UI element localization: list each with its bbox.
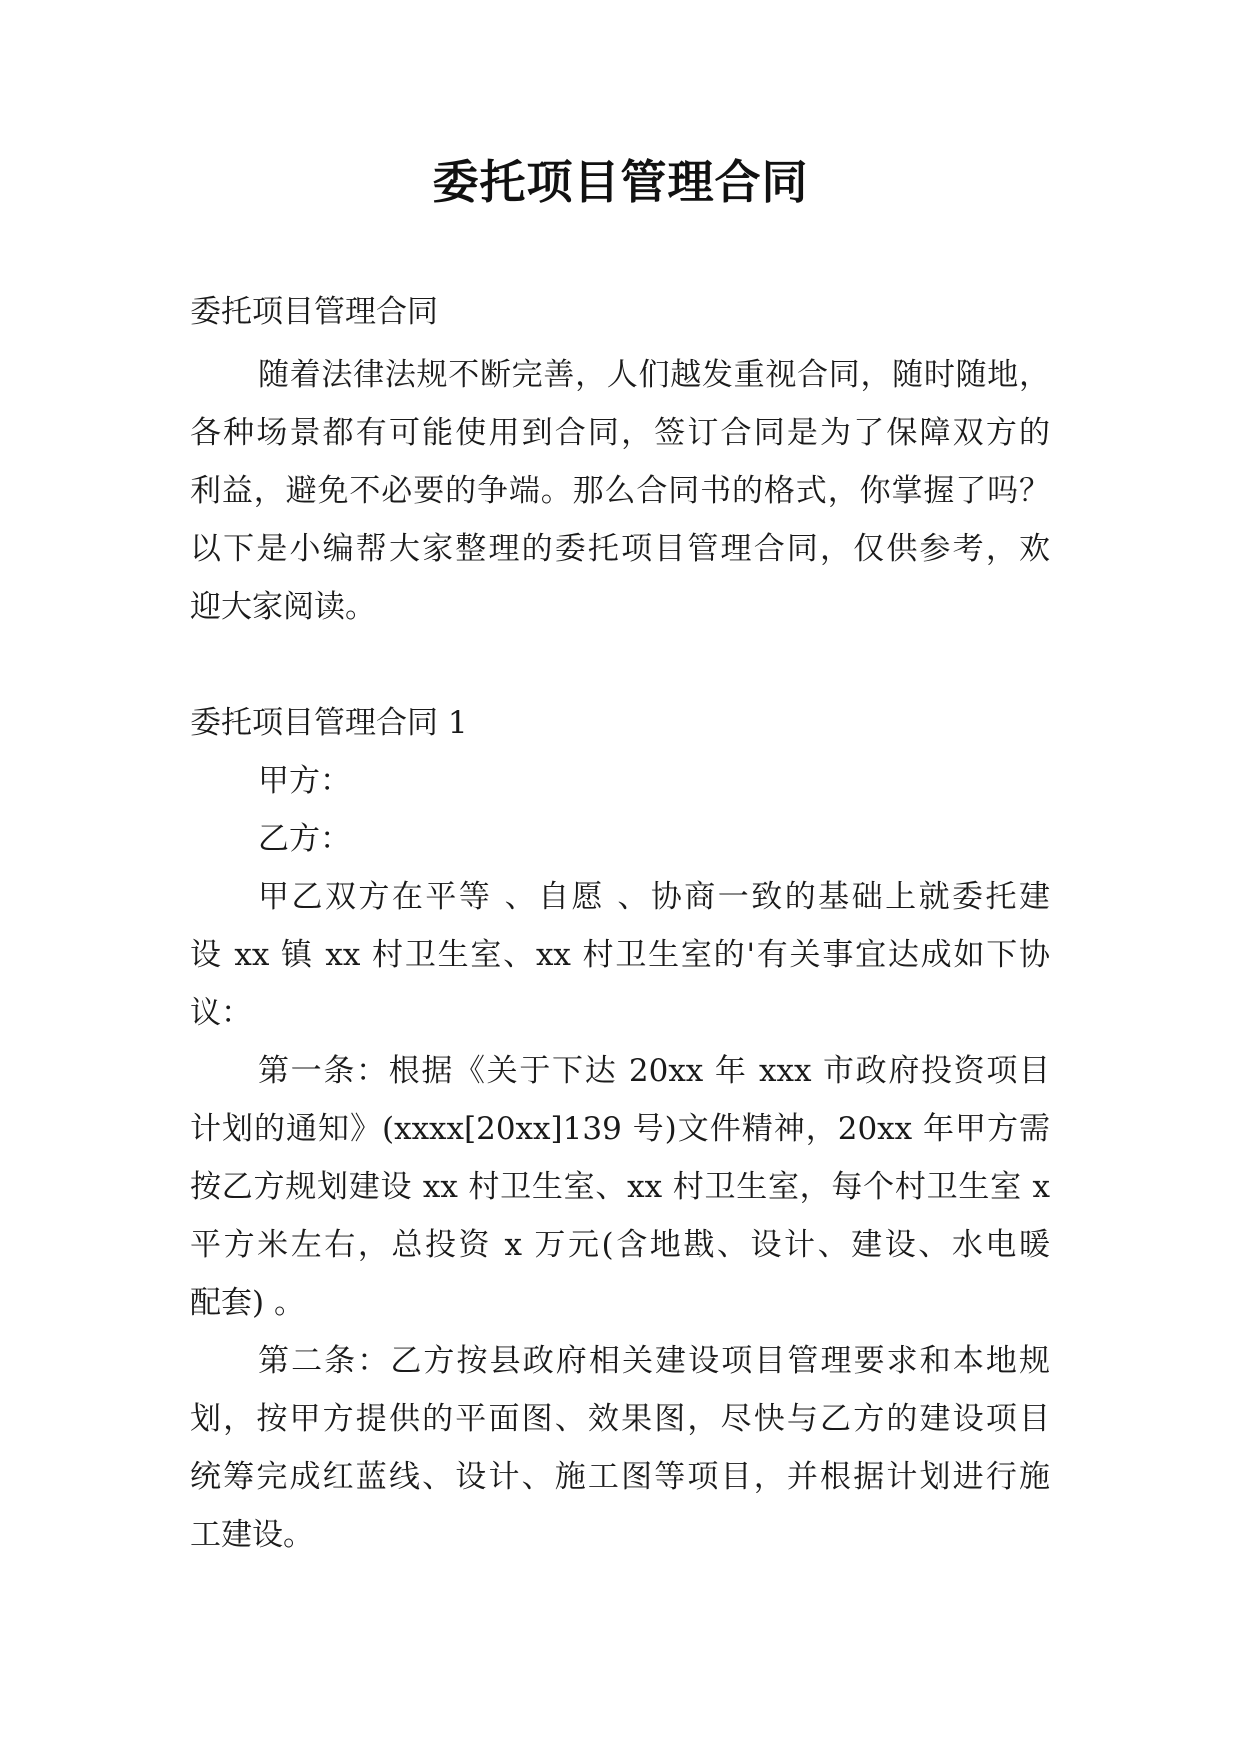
article-2-line: 第二条：乙方按县政府相关建设项目管理要求和本地规 bbox=[258, 1343, 1050, 1379]
intro-line: 迎大家阅读。 bbox=[190, 589, 376, 625]
article-2-line: 统筹完成红蓝线、设计、施工图等项目，并根据计划进行施 bbox=[190, 1459, 1050, 1495]
article-1-line: 配套) 。 bbox=[190, 1285, 305, 1321]
article-1-line: 计划的通知》(xxxx[20xx]139 号)文件精神，20xx 年甲方需 bbox=[190, 1111, 1050, 1147]
intro-line: 各种场景都有可能使用到合同，签订合同是为了保障双方的 bbox=[190, 415, 1050, 451]
intro-line: 利益，避免不必要的争端。那么合同书的格式，你掌握了吗？ bbox=[190, 473, 1050, 509]
article-1-line: 按乙方规划建设 xx 村卫生室、xx 村卫生室，每个村卫生室 x bbox=[190, 1169, 1050, 1205]
article-1-line: 平方米左右，总投资 x 万元(含地戡、设计、建设、水电暖 bbox=[190, 1227, 1050, 1263]
preamble-line: 议： bbox=[190, 995, 252, 1031]
section-heading: 委托项目管理合同 1 bbox=[190, 705, 468, 741]
preamble-line: 设 xx 镇 xx 村卫生室、xx 村卫生室的'有关事宜达成如下协 bbox=[190, 937, 1050, 973]
article-1-line: 第一条：根据《关于下达 20xx 年 xxx 市政府投资项目 bbox=[258, 1053, 1050, 1089]
intro-line: 随着法律法规不断完善，人们越发重视合同，随时随地， bbox=[258, 357, 1050, 393]
article-2-line: 划，按甲方提供的平面图、效果图，尽快与乙方的建设项目 bbox=[190, 1401, 1050, 1437]
intro-line: 以下是小编帮大家整理的委托项目管理合同，仅供参考，欢 bbox=[190, 531, 1050, 567]
document-title: 委托项目管理合同 bbox=[432, 155, 809, 209]
party-b-label: 乙方： bbox=[258, 821, 351, 857]
document-subtitle: 委托项目管理合同 bbox=[190, 294, 438, 330]
preamble-line: 甲乙双方在平等 、自愿 、协商一致的基础上就委托建 bbox=[258, 879, 1050, 915]
article-2-line: 工建设。 bbox=[190, 1517, 314, 1553]
party-a-label: 甲方： bbox=[258, 763, 351, 799]
